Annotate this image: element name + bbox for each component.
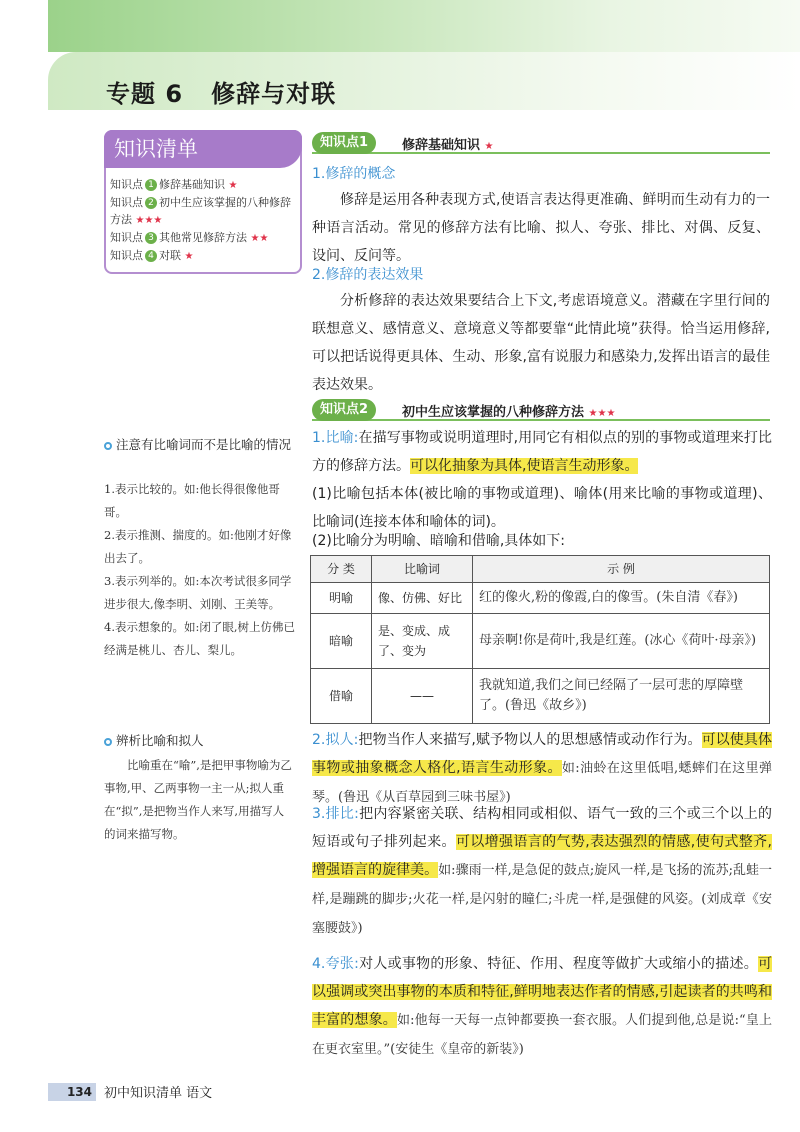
table-header-row xyxy=(311,556,770,583)
paragraph: 分析修辞的表达效果要结合上下文,考虑语境意义。潜藏在字里行间的联想意义、感情意义、意境意义等都要靠“此情此境”获得。恰当运用修辞,可以把话说得更具体、生动、形象,富有说服力和感染力,发挥出语言的最佳表达效果。 xyxy=(312,293,770,393)
note-heading: 辨析比喻和拟人 xyxy=(104,731,204,749)
star-icon: ★ xyxy=(484,141,494,152)
table-cell: 母亲啊!你是荷叶,我是红莲。(冰心《荷叶·母亲》) xyxy=(473,614,770,669)
table-cell: 我就知道,我们之间已经隔了一层可悲的厚障壁了。(鲁迅《故乡》) xyxy=(473,669,770,724)
table-cell: 暗喻 xyxy=(311,614,372,669)
star-icon: ★★ xyxy=(250,233,269,244)
item-label: 初中生应该掌握的八种修辞方法 xyxy=(110,196,291,226)
highlight: 可以增强语言的气势,表达强烈的情感,使句式整齐,增强语言的旋律美。 xyxy=(312,834,773,878)
table-cell: 是、变成、成了、变为 xyxy=(372,614,473,669)
highlight: 可以使具体事物或抽象概念人格化,语言生动形象。 xyxy=(312,732,772,776)
item-label: 其他常见修辞方法 xyxy=(159,231,247,244)
subsection-heading: 2.修辞的表达效果 xyxy=(312,267,424,283)
term-label: 4.夸张: xyxy=(312,956,359,972)
metaphor-table xyxy=(310,555,770,724)
table-header: 示 例 xyxy=(473,556,770,583)
table-cell: 红的像火,粉的像霞,白的像雪。(朱自清《春》) xyxy=(473,583,770,614)
note-line: 2.表示推测、揣度的。如:他刚才好像出去了。 xyxy=(104,528,292,565)
item-number-badge: 2 xyxy=(145,197,157,209)
star-icon: ★ xyxy=(184,251,194,262)
note-body xyxy=(104,478,296,662)
note-line: 3.表示列举的。如:本次考试很多同学进步很大,像李明、刘刚、王美等。 xyxy=(104,574,292,611)
item-prefix: 知识点 xyxy=(110,178,143,191)
note-body: 比喻重在“喻”,是把甲事物喻为乙事物,甲、乙两事物一主一从;拟人重在“拟”,是把物当作人来写,用描写人的词来描写物。 xyxy=(104,758,292,841)
section-divider xyxy=(312,152,770,154)
note-heading: 注意有比喻词而不是比喻的情况 xyxy=(104,434,296,456)
table-cell: 借喻 xyxy=(311,669,372,724)
knowledge-list-item[interactable] xyxy=(110,247,296,265)
bullet-icon xyxy=(104,738,112,746)
table-row xyxy=(311,583,770,614)
kp2-badge: 知识点2 xyxy=(312,399,376,421)
knowledge-list xyxy=(110,176,296,265)
table-header: 比喻词 xyxy=(372,556,473,583)
star-icon: ★★★ xyxy=(135,215,163,226)
footer-text: 初中知识清单 语文 xyxy=(104,1086,213,1101)
highlight: 可以强调或突出事物的本质和特征,鲜明地表达作者的情感,引起读者的共鸣和丰富的想象。 xyxy=(312,956,773,1028)
item-number-badge: 1 xyxy=(145,179,157,191)
note-line: 4.表示想象的。如:闭了眼,树上仿佛已经满是桃儿、杏儿、梨儿。 xyxy=(104,620,296,657)
term-label: 2.拟人: xyxy=(312,732,359,748)
paragraph: 修辞是运用各种表现方式,使语言表达得更准确、鲜明而生动有力的一种语言活动。常见的修辞方法有比喻、拟人、夸张、排比、对偶、反复、设问、反问等。 xyxy=(312,192,770,264)
paragraph-biyu: 1.比喻:在描写事物或说明道理时,用同它有相似点的别的事物或道理来打比方的修辞方法。可以化抽象为具体,使语言生动形象。 xyxy=(312,430,772,474)
knowledge-list-item[interactable] xyxy=(110,176,296,194)
item-number-badge: 4 xyxy=(145,250,157,262)
table-row xyxy=(311,669,770,724)
table-header: 分 类 xyxy=(311,556,372,583)
subsection-heading: 1.修辞的概念 xyxy=(312,166,396,182)
star-icon: ★ xyxy=(228,180,238,191)
table-cell: —— xyxy=(372,669,473,724)
knowledge-list-box xyxy=(104,130,302,274)
item-prefix: 知识点 xyxy=(110,231,143,244)
paragraph-niren: 2.拟人:把物当作人来描写,赋予物以人的思想感情或动作行为。可以使具体事物或抽象概念人格化,语言生动形象。如:油蛉在这里低唱,蟋蟀们在这里弹琴。(鲁迅《从百草园到三味书屋》) xyxy=(312,732,773,805)
table-row xyxy=(311,614,770,669)
item-label: 对联 xyxy=(159,249,181,262)
item-number-badge: 3 xyxy=(145,232,157,244)
star-icon: ★★★ xyxy=(588,408,616,419)
item-prefix: 知识点 xyxy=(110,249,143,262)
kp1-badge: 知识点1 xyxy=(312,132,376,154)
header-band xyxy=(48,0,800,52)
item-prefix: 知识点 xyxy=(110,196,143,209)
paragraph-paibi: 3.排比:把内容紧密关联、结构相同或相似、语气一致的三个或三个以上的短语或句子排列起来。可以增强语言的气势,表达强烈的情感,使句式整齐,增强语言的旋律美。如:骤雨一样,是急促的鼓点;旋风一样,是飞扬的流苏;乱蛙一样,是蹦跳的脚步;火花一样,是闪射的瞳仁;斗虎一样,是强健的风姿。(刘成章《安塞腰鼓》) xyxy=(312,806,773,936)
page-number: 134 xyxy=(48,1083,96,1101)
note-line: 1.表示比较的。如:他长得很像他哥哥。 xyxy=(104,482,280,519)
kp2-title: 初中生应该掌握的八种修辞方法 ★★★ xyxy=(402,405,616,420)
item-label: 修辞基础知识 xyxy=(159,178,225,191)
table-cell: 像、仿佛、好比 xyxy=(372,583,473,614)
knowledge-list-title: 知识清单 xyxy=(104,130,302,168)
kp1-title: 修辞基础知识 ★ xyxy=(402,138,494,153)
term-label: 1.比喻: xyxy=(312,430,359,446)
highlight: 可以化抽象为具体,使语言生动形象。 xyxy=(410,458,639,474)
knowledge-list-item[interactable] xyxy=(110,229,296,247)
term-label: 3.排比: xyxy=(312,806,359,822)
paragraph: (1)比喻包括本体(被比喻的事物或道理)、喻体(用来比喻的事物或道理)、比喻词(连接本体和喻体的词)。 xyxy=(312,486,772,530)
table-cell: 明喻 xyxy=(311,583,372,614)
paragraph-kuazhang: 4.夸张:对人或事物的形象、特征、作用、程度等做扩大或缩小的描述。可以强调或突出事物的本质和特征,鲜明地表达作者的情感,引起读者的共鸣和丰富的想象。如:他每一天每一点钟都要换一套衣服。人们提到他,总是说:“皇上在更衣室里。”(安徒生《皇帝的新装》) xyxy=(312,956,773,1057)
knowledge-list-item[interactable] xyxy=(110,194,296,229)
bullet-icon xyxy=(104,442,112,450)
page-title: 专题 6 修辞与对联 xyxy=(106,80,337,108)
paragraph: (2)比喻分为明喻、暗喻和借喻,具体如下: xyxy=(312,533,565,549)
